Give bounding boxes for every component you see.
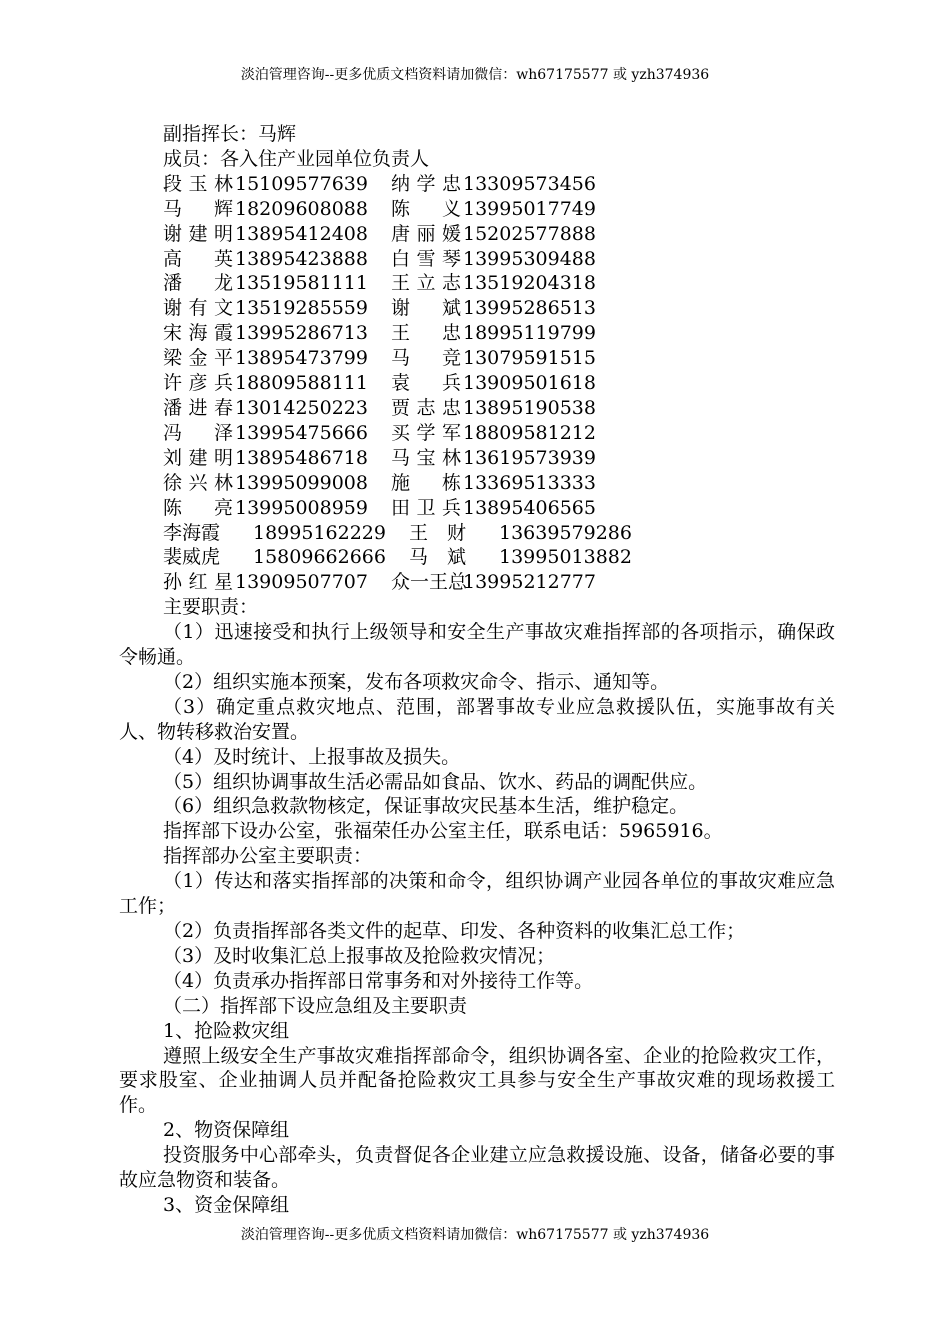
contact-name: 谢有文	[163, 297, 233, 320]
contact-row	[119, 197, 835, 222]
contact-name: 徐兴林	[163, 471, 233, 494]
contact-name: 段玉林	[163, 172, 233, 195]
paragraph: 投资服务中心部牵头，负责督促各企业建立应急救援设施、设备，储备必要的事故应急物资和装备。	[119, 1144, 835, 1192]
contact-phone: 13995475666	[235, 421, 368, 444]
contact-cell	[163, 296, 391, 321]
members-line: 成员：各入住产业园单位负责人	[163, 147, 430, 170]
document-body	[119, 122, 835, 1218]
contact-name: 许彦兵	[163, 372, 233, 395]
contact-cell	[163, 321, 391, 346]
contact-name: 众一王总	[391, 571, 468, 594]
contact-row	[119, 172, 835, 197]
contact-phone: 13895412408	[235, 222, 368, 245]
contact-row	[119, 496, 835, 521]
contact-name: 马 斌	[409, 546, 467, 569]
contact-cell	[391, 321, 596, 346]
contact-row	[119, 545, 835, 570]
contact-name: 冯泽	[163, 421, 233, 444]
contact-row	[119, 296, 835, 321]
contact-phone: 13995017749	[463, 197, 596, 220]
contact-phone: 13895473799	[235, 347, 368, 370]
paragraph: （二）指挥部下设应急组及主要职责	[163, 994, 468, 1017]
contact-cell	[163, 197, 391, 222]
contact-name: 陈亮	[163, 496, 233, 519]
contact-row	[119, 321, 835, 346]
contact-name: 梁金平	[163, 347, 233, 370]
contact-cell	[391, 396, 596, 421]
contact-phone: 13519204318	[463, 272, 596, 295]
contact-cell	[163, 570, 391, 595]
paragraph-list	[119, 595, 835, 1218]
contact-cell	[391, 247, 596, 272]
contact-phone: 13895190538	[463, 396, 596, 419]
paragraph: （1）传达和落实指挥部的决策和命令，组织协调产业园各单位的事故灾难应急工作；	[119, 870, 835, 918]
contact-phone: 13995309488	[463, 247, 596, 270]
contact-cell	[409, 521, 632, 546]
contact-name: 谢建明	[163, 222, 233, 245]
paragraph: （2）负责指挥部各类文件的起草、印发、各种资料的收集汇总工作；	[163, 920, 746, 942]
contact-row	[119, 570, 835, 595]
contact-phone: 13895423888	[235, 247, 368, 270]
paragraph: 2、物资保障组	[163, 1119, 290, 1142]
deputy-commander-line: 副指挥长：马辉	[163, 123, 297, 145]
contact-cell	[409, 545, 632, 570]
contact-cell	[163, 247, 391, 272]
contact-phone: 13909501618	[463, 372, 596, 395]
contact-phone: 18809588111	[235, 372, 368, 395]
paragraph: 遵照上级安全生产事故灾难指挥部命令，组织协调各室、企业的抢险救灾工作，要求股室、企业抽调人员并配备抢险救灾工具参与安全生产事故灾难的现场救援工作。	[119, 1044, 835, 1117]
contact-cell	[163, 396, 391, 421]
contact-cell	[391, 471, 596, 496]
contact-name: 孙红星	[163, 571, 233, 594]
contact-phone: 13309573456	[463, 172, 596, 195]
contact-row	[119, 421, 835, 446]
contact-cell	[391, 197, 596, 222]
contact-name: 刘建明	[163, 446, 233, 469]
contact-phone: 15809662666	[253, 546, 386, 569]
contact-cell	[391, 371, 596, 396]
contact-phone: 13909507707	[235, 571, 368, 594]
contact-row	[119, 222, 835, 247]
contact-phone: 15109577639	[235, 172, 368, 195]
contact-name: 宋海霞	[163, 322, 233, 345]
contact-row	[119, 271, 835, 296]
contact-row	[119, 346, 835, 371]
contact-phone: 13369513333	[463, 471, 596, 494]
contact-cell	[163, 471, 391, 496]
contact-phone: 15202577888	[463, 222, 596, 245]
contact-cell	[391, 296, 596, 321]
paragraph: （6）组织急救款物核定，保证事故灾民基本生活，维护稳定。	[163, 795, 689, 818]
contact-row	[119, 446, 835, 471]
contact-cell	[391, 346, 596, 371]
contact-name: 王立志	[391, 272, 461, 295]
paragraph: 指挥部办公室主要职责：	[163, 845, 373, 868]
paragraph: （4）及时统计、上报事故及损失。	[163, 745, 461, 768]
contact-cell	[163, 521, 409, 546]
paragraph: 指挥部下设办公室，张福荣任办公室主任，联系电话：5965916。	[163, 820, 723, 843]
paragraph: （3）确定重点救灾地点、范围，部署事故专业应急救援队伍，实施事故有关人、物转移救治安置。	[119, 695, 835, 743]
contact-phone: 18209608088	[235, 197, 368, 220]
contact-phone: 18995119799	[463, 322, 596, 345]
contact-row	[119, 396, 835, 421]
contact-cell	[391, 421, 596, 446]
contact-name: 王忠	[391, 322, 461, 345]
contact-name: 贾志忠	[391, 396, 461, 419]
paragraph: （1）迅速接受和执行上级领导和安全生产事故灾难指挥部的各项指示，确保政令畅通。	[119, 621, 835, 669]
contact-name: 陈义	[391, 197, 461, 220]
paragraph: 主要职责：	[163, 596, 259, 619]
contact-phone: 13995013882	[499, 546, 632, 569]
contact-row	[119, 521, 835, 546]
paragraph: （5）组织协调事故生活必需品如食品、饮水、药品的调配供应。	[163, 770, 708, 793]
contact-row	[119, 247, 835, 272]
contact-phone: 13519285559	[235, 297, 368, 320]
contact-cell	[163, 496, 391, 521]
contact-name: 谢斌	[391, 297, 461, 320]
contact-name: 袁兵	[391, 372, 461, 395]
contact-phone: 13014250223	[235, 396, 368, 419]
contact-phone: 18809581212	[463, 421, 596, 444]
contact-cell	[163, 446, 391, 471]
contact-cell	[391, 222, 596, 247]
contact-cell	[391, 271, 596, 296]
contact-cell	[163, 545, 409, 570]
contact-cell	[163, 271, 391, 296]
page-footer: 淡泊管理咨询--更多优质文档资料请加微信：wh67175577 或 yzh374936	[240, 1227, 710, 1243]
paragraph: （4）负责承办指挥部日常事务和对外接待工作等。	[163, 969, 594, 992]
contact-phone: 13639579286	[499, 521, 632, 544]
contact-name: 裴威虎	[163, 546, 221, 569]
contact-name: 高英	[163, 247, 233, 270]
contact-phone: 13995008959	[235, 496, 368, 519]
contact-cell	[163, 222, 391, 247]
paragraph: （3）及时收集汇总上报事故及抢险救灾情况；	[163, 944, 556, 967]
contact-phone: 13995099008	[235, 471, 368, 494]
contact-name: 白雪琴	[391, 247, 461, 270]
contact-cell	[163, 346, 391, 371]
contact-phone: 18995162229	[253, 521, 386, 544]
contact-name: 马宝林	[391, 446, 461, 469]
contact-cell	[391, 570, 596, 595]
contact-name: 田卫兵	[391, 496, 461, 519]
paragraph: 3、资金保障组	[163, 1193, 290, 1216]
contact-phone: 13995286713	[235, 322, 368, 345]
contact-name: 施栋	[391, 471, 461, 494]
contact-cell	[163, 421, 391, 446]
contact-name: 潘进春	[163, 396, 233, 419]
contact-phone: 13895486718	[235, 446, 368, 469]
contact-phone: 13619573939	[463, 446, 596, 469]
page-header: 淡泊管理咨询--更多优质文档资料请加微信：wh67175577 或 yzh374936	[240, 67, 710, 83]
contact-name: 李海霞	[163, 521, 221, 544]
contact-cell	[391, 446, 596, 471]
contact-name: 马竞	[391, 347, 461, 370]
paragraph: 1、抢险救灾组	[163, 1019, 290, 1042]
contact-phone: 13995212777	[463, 571, 596, 594]
contact-cell	[163, 172, 391, 197]
contact-name: 唐丽媛	[391, 222, 461, 245]
contact-cell	[163, 371, 391, 396]
contact-list	[119, 172, 835, 595]
contact-name: 纳学忠	[391, 172, 461, 195]
contact-phone: 13519581111	[235, 272, 368, 295]
contact-phone: 13895406565	[463, 496, 596, 519]
contact-cell	[391, 172, 596, 197]
contact-phone: 13079591515	[463, 347, 596, 370]
contact-row	[119, 371, 835, 396]
contact-name: 潘龙	[163, 272, 233, 295]
contact-name: 买学军	[391, 421, 461, 444]
paragraph: （2）组织实施本预案，发布各项救灾命令、指示、通知等。	[163, 670, 670, 693]
contact-cell	[391, 496, 596, 521]
contact-name: 王 财	[409, 521, 467, 544]
contact-phone: 13995286513	[463, 297, 596, 320]
contact-name: 马辉	[163, 197, 233, 220]
contact-row	[119, 471, 835, 496]
